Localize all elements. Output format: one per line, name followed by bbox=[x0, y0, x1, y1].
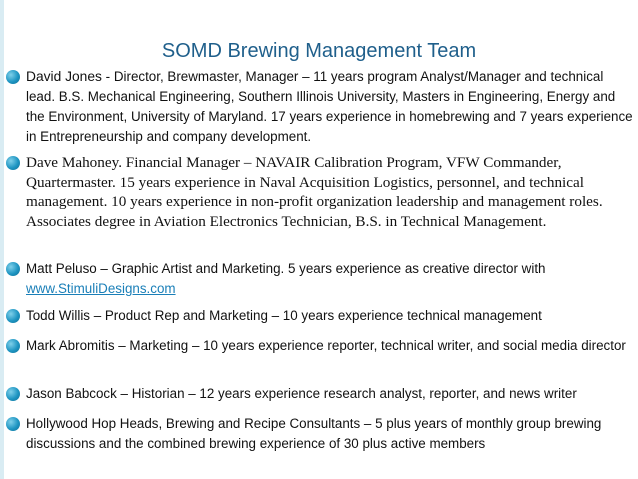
member-description: Mark Abromitis – Marketing – 10 years experience reporter, technical writer, and social media director bbox=[26, 338, 626, 353]
list-item-hollywood-hop-heads bbox=[6, 414, 634, 454]
list-item-mark-abromitis bbox=[6, 336, 634, 376]
team-list bbox=[6, 67, 634, 454]
member-description: Todd Willis – Product Rep and Marketing – 10 years experience technical management bbox=[26, 308, 542, 323]
list-item-jason-babcock bbox=[6, 384, 634, 406]
member-description: Matt Peluso – Graphic Artist and Marketing. 5 years experience as creative director with bbox=[26, 261, 546, 276]
list-item-dave-mahoney bbox=[6, 153, 634, 253]
stimuli-designs-link[interactable]: www.StimuliDesigns.com bbox=[26, 281, 176, 296]
list-item-todd-willis bbox=[6, 306, 634, 328]
member-description: Hollywood Hop Heads, Brewing and Recipe Consultants – 5 plus years of monthly group brewing discussions and the combined brewing experience of 30 plus active members bbox=[26, 416, 602, 451]
member-description: - Director, Brewmaster, Manager – 11 years program Analyst/Manager and technical lead. B.S. Mechanical Engineering, Southern Illinois University, Masters in Engineering, Energy and the Environment, University of Maryland. 17 years experience in homebrewing and 7 years experience in Entrepreneurship and company development. bbox=[26, 69, 633, 144]
member-description: Jason Babcock – Historian – 12 years experience research analyst, reporter, and news writer bbox=[26, 386, 577, 401]
member-name: David Jones bbox=[26, 69, 102, 84]
member-description: Dave Mahoney. Financial Manager – NAVAIR Calibration Program, VFW Commander, Quartermaster. 15 years experience in Naval Acquisition Logistics, personnel, and technical management. 10 years experience in non-profit organization leadership and management roles. Associates degree in Aviation Electronics Technician, B.S. in Technical Management. bbox=[26, 154, 603, 230]
slide-title: SOMD Brewing Management Team bbox=[161, 40, 477, 62]
list-item-matt-peluso bbox=[6, 259, 634, 299]
list-item-david-jones bbox=[6, 67, 634, 147]
